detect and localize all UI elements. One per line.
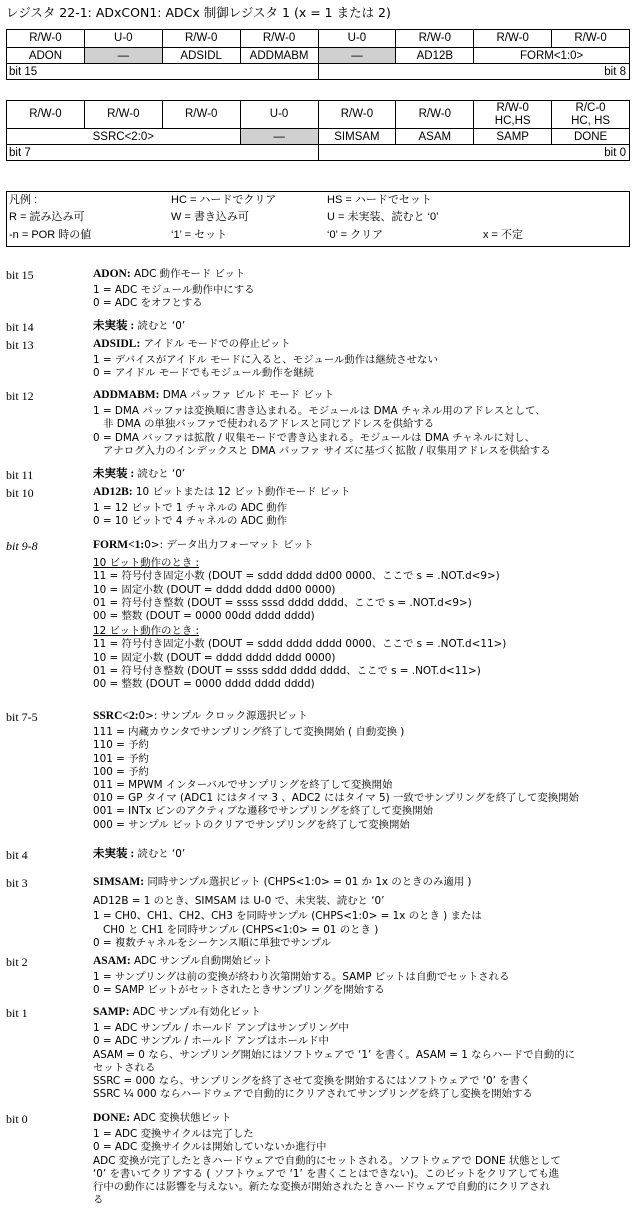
- bit-desc-line: 0 = ADC 変換サイクルは開始していないか進行中: [93, 1141, 327, 1153]
- bit-range-left: bit 7: [7, 145, 319, 161]
- bit-desc-line: 10 = 固定小数 (DOUT = dddd dddd dddd 0000): [93, 652, 336, 664]
- bit-desc-line: 0 = 10 ビットで 4 チャネルの ADC 動作: [93, 515, 288, 527]
- bit-name-asam: ASAM: [396, 129, 474, 145]
- bit-label: bit 9-8: [6, 539, 38, 553]
- bit-heading: DONE: ADC 変換状態ビット: [93, 1112, 232, 1124]
- bit-range-right: bit 0: [318, 145, 630, 161]
- access-12: R/W-0: [240, 30, 318, 46]
- bit-heading: ADON: ADC 動作モード ビット: [93, 268, 246, 280]
- bit-desc-line: 00 = 整数 (DOUT = 0000 dddd dddd dddd): [93, 678, 315, 690]
- bit-heading: SIMSAM: 同時サンプル選択ビット (CHPS<1:0> = 01 か 1x のときのみ適用 ): [93, 876, 472, 888]
- bit-heading: 未実装 : 読むと ‘0’: [93, 848, 186, 860]
- access-9: R/W-0: [474, 30, 552, 46]
- legend-one: ‘1’ = セット: [171, 229, 228, 241]
- bit-desc-line: SSRC ¼ 000 ならハードウェアで自動的にクリアされてサンプリングを終了し変換を開始する: [93, 1088, 533, 1100]
- bit-desc-line: 1 = ADC 変換サイクルは完了した: [93, 1128, 254, 1140]
- access-7: R/W-0: [7, 101, 85, 129]
- bit-desc-line: 111 = 内蔵カウンタでサンプリング終了して変換開始 ( 自動変換 ): [93, 726, 405, 738]
- legend-x: x = 不定: [483, 229, 524, 241]
- bit-desc-line: 0 = DMA バッファは拡散 / 収集モードで書き込まれる。モジュールは DMA チャネルに対し、: [93, 432, 536, 444]
- bit-name-ssrc: SSRC<2:0>: [7, 129, 241, 145]
- bit-desc-line: 0 = ADC をオフとする: [93, 297, 203, 309]
- bit-label: bit 0: [6, 1112, 28, 1126]
- bit-label: bit 11: [6, 468, 34, 482]
- bit-name-addmabm: ADDMABM: [240, 48, 318, 64]
- access-5: R/W-0: [162, 101, 240, 129]
- bit-desc-line: 1 = CH0、CH1、CH2、CH3 を同時サンプル (CHPS<1:0> = 1x のとき ) または: [93, 910, 482, 922]
- legend-w: W = 書き込み可: [171, 211, 249, 223]
- bit-label: bit 15: [6, 268, 34, 282]
- bit-desc-line: る: [93, 1194, 104, 1206]
- register-low-byte: [6, 100, 630, 161]
- bit-heading: ADDMABM: DMA バッファ ビルド モード ビット: [93, 389, 335, 401]
- bit-name-unimpl-11: —: [318, 48, 396, 64]
- bit-label: bit 14: [6, 320, 34, 334]
- bit-heading: ADSIDL: アイドル モードでの停止ビット: [93, 338, 291, 350]
- bit-desc-line: CH0 と CH1 を同時サンプル (CHPS<1:0> = 01 のとき ): [103, 924, 379, 936]
- bit-desc-line: 1 = ADC サンプル / ホールド アンプはサンプリング中: [93, 1022, 349, 1034]
- bit-desc-line: 0 = アイドル モードでもモジュール動作を継続: [93, 367, 314, 379]
- legend-hc: HC = ハードでクリア: [171, 194, 277, 206]
- bit-desc-line: AD12B = 1 のとき、SIMSAM は U-0 で、未実装、読むと ‘0’: [93, 895, 385, 907]
- bit-range-right: bit 8: [318, 64, 630, 80]
- access-15: R/W-0: [7, 30, 85, 46]
- register-title: レジスタ 22-1: ADxCON1: ADCx 制御レジスタ 1 (x = 1 または 2): [6, 5, 391, 20]
- bit-name-samp: SAMP: [474, 129, 552, 145]
- bit-desc-line: 1 = デバイスがアイドル モードに入ると、モジュール動作は継続させない: [93, 354, 438, 366]
- access-0: R/C-0 HC, HS: [552, 101, 630, 129]
- bit-desc-line: 010 = GP タイマ (ADC1 にはタイマ 3 、ADC2 にはタイマ 5) 一致でサンプリングを終了して変換開始: [93, 792, 579, 804]
- bit-heading: SSRC<2:0>: サンプル クロック源選択ビット: [93, 710, 308, 722]
- access-13: R/W-0: [162, 30, 240, 46]
- legend-hs: HS = ハードでセット: [327, 194, 432, 206]
- register-high-byte: [6, 29, 630, 80]
- bit-label: bit 12: [6, 389, 34, 403]
- bit-desc-line: 101 = 予約: [93, 753, 149, 765]
- access-6: R/W-0: [84, 101, 162, 129]
- bit-desc-line: アナログ入力のインデックスと DMA バッファ サイズに基づく拡散 / 収集用アドレスを供給する: [103, 445, 551, 457]
- bit-desc-line: ADC 変換が完了したときハードウェアで自動的にセットされる。ソフトウェアで DONE 状態として: [93, 1155, 561, 1167]
- bit-desc-line: セットされる: [93, 1062, 156, 1074]
- access-2: R/W-0: [396, 101, 474, 129]
- bit-desc-line: 1 = サンプリングは前の変換が終わり次第開始する。SAMP ビットは自動でセットされる: [93, 971, 510, 983]
- bit-label: bit 1: [6, 1006, 28, 1020]
- bit-name-unimpl-14: —: [84, 48, 162, 64]
- bit-name-ad12b: AD12B: [396, 48, 474, 64]
- bit-heading: SAMP: ADC サンプル有効化ビット: [93, 1006, 261, 1018]
- access-14: U-0: [84, 30, 162, 46]
- bit-label: bit 2: [6, 955, 28, 969]
- access-1: R/W-0 HC,HS: [474, 101, 552, 129]
- bit-desc-line: 10 ビット動作のとき :: [93, 557, 200, 569]
- legend-zero: ‘0’ = クリア: [327, 229, 384, 241]
- bit-desc-line: 110 = 予約: [93, 739, 149, 751]
- bit-desc-line: 01 = 符号付き整数 (DOUT = ssss sssd dddd dddd、ここで s = .NOT.d<9>): [93, 597, 472, 609]
- bit-heading: 未実装 : 読むと ‘0’: [93, 468, 186, 480]
- bit-label: bit 7-5: [6, 710, 38, 724]
- legend-r: R = 読み込み可: [9, 211, 85, 223]
- bit-name-done: DONE: [552, 129, 630, 145]
- access-10: R/W-0: [396, 30, 474, 46]
- bit-desc-line: 1 = 12 ビットで 1 チャネルの ADC 動作: [93, 502, 288, 514]
- bit-name-form: FORM<1:0>: [474, 48, 630, 64]
- bit-desc-line: 011 = MPWM インターバルでサンプリングを終了して変換開始: [93, 779, 393, 791]
- legend-n: -n = POR 時の値: [9, 229, 92, 241]
- bit-label: bit 10: [6, 486, 34, 500]
- bit-desc-line: 001 = INTx ピンのアクティブな遷移でサンプリングを終了して変換開始: [93, 805, 434, 817]
- bit-name-simsam: SIMSAM: [318, 129, 396, 145]
- bit-desc-line: 0 = SAMP ビットがセットされたときサンプリングを開始する: [93, 984, 385, 996]
- bit-desc-line: 1 = DMA バッファは変換順に書き込まれる。モジュールは DMA チャネル用のアドレスとして、: [93, 405, 546, 417]
- bit-name-adsidl: ADSIDL: [162, 48, 240, 64]
- access-3: R/W-0: [318, 101, 396, 129]
- bit-heading: AD12B: 10 ビットまたは 12 ビット動作モード ビット: [93, 486, 351, 498]
- legend-box: [6, 191, 630, 247]
- access-11: U-0: [318, 30, 396, 46]
- bit-desc-line: 100 = 予約: [93, 766, 149, 778]
- legend-u: U = 未実装、読むと ‘0’: [327, 211, 439, 223]
- bit-heading: FORM<1:0>: データ出力フォーマット ビット: [93, 539, 314, 551]
- bit-heading: ASAM: ADC サンプル自動開始ビット: [93, 955, 273, 967]
- bit-desc-line: 0 = 複数チャネルをシーケンス順に単独でサンプル: [93, 937, 332, 949]
- bit-desc-line: 0 = ADC サンプル / ホールド アンプはホールド中: [93, 1035, 329, 1047]
- bit-name-adon: ADON: [7, 48, 85, 64]
- bit-desc-line: 10 = 固定小数 (DOUT = dddd dddd dd00 0000): [93, 584, 336, 596]
- bit-desc-line: 非 DMA の単独バッファで使われるアドレスと同じアドレスを供給する: [103, 418, 435, 430]
- bit-name-unimpl-4: —: [240, 129, 318, 145]
- bit-label: bit 3: [6, 876, 28, 890]
- legend-title: 凡例 :: [9, 194, 38, 206]
- bit-range-left: bit 15: [7, 64, 319, 80]
- bit-desc-line: 12 ビット動作のとき :: [93, 625, 200, 637]
- bit-desc-line: ‘0’ を書いてクリアする ( ソフトウェアで ‘1’ を書くことはできない)。このビットをクリアしても進: [93, 1168, 560, 1180]
- bit-desc-line: SSRC = 000 なら、サンプリングを終了させて変換を開始するにはソフトウェアで ‘0’ を書く: [93, 1075, 531, 1087]
- access-4: U-0: [240, 101, 318, 129]
- access-8: R/W-0: [552, 30, 630, 46]
- bit-desc-line: ASAM = 0 なら、サンプリング開始にはソフトウェアで ‘1’ を書く。ASAM = 1 ならハードで自動的に: [93, 1049, 576, 1061]
- bit-heading: 未実装 : 読むと ‘0’: [93, 320, 186, 332]
- bit-desc-line: 11 = 符号付き固定小数 (DOUT = sddd dddd dd00 0000、ここで s = .NOT.d<9>): [93, 570, 500, 582]
- bit-label: bit 4: [6, 848, 28, 862]
- bit-desc-line: 11 = 符号付き固定小数 (DOUT = sddd dddd dddd 0000、ここで s = .NOT.d<11>): [93, 638, 507, 650]
- bit-desc-line: 00 = 整数 (DOUT = 0000 00dd dddd dddd): [93, 610, 315, 622]
- bit-desc-line: 01 = 符号付き整数 (DOUT = ssss sddd dddd dddd、ここで s = .NOT.d<11>): [93, 665, 481, 677]
- bit-label: bit 13: [6, 338, 34, 352]
- bit-desc-line: 行中の動作には影響を与えない。新たな変換が開始されたときハードウェアで自動的にクリアされ: [93, 1181, 551, 1193]
- bit-desc-line: 1 = ADC モジュール動作中にする: [93, 284, 255, 296]
- bit-desc-line: 000 = サンプル ビットのクリアでサンプリングを終了して変換開始: [93, 819, 410, 831]
